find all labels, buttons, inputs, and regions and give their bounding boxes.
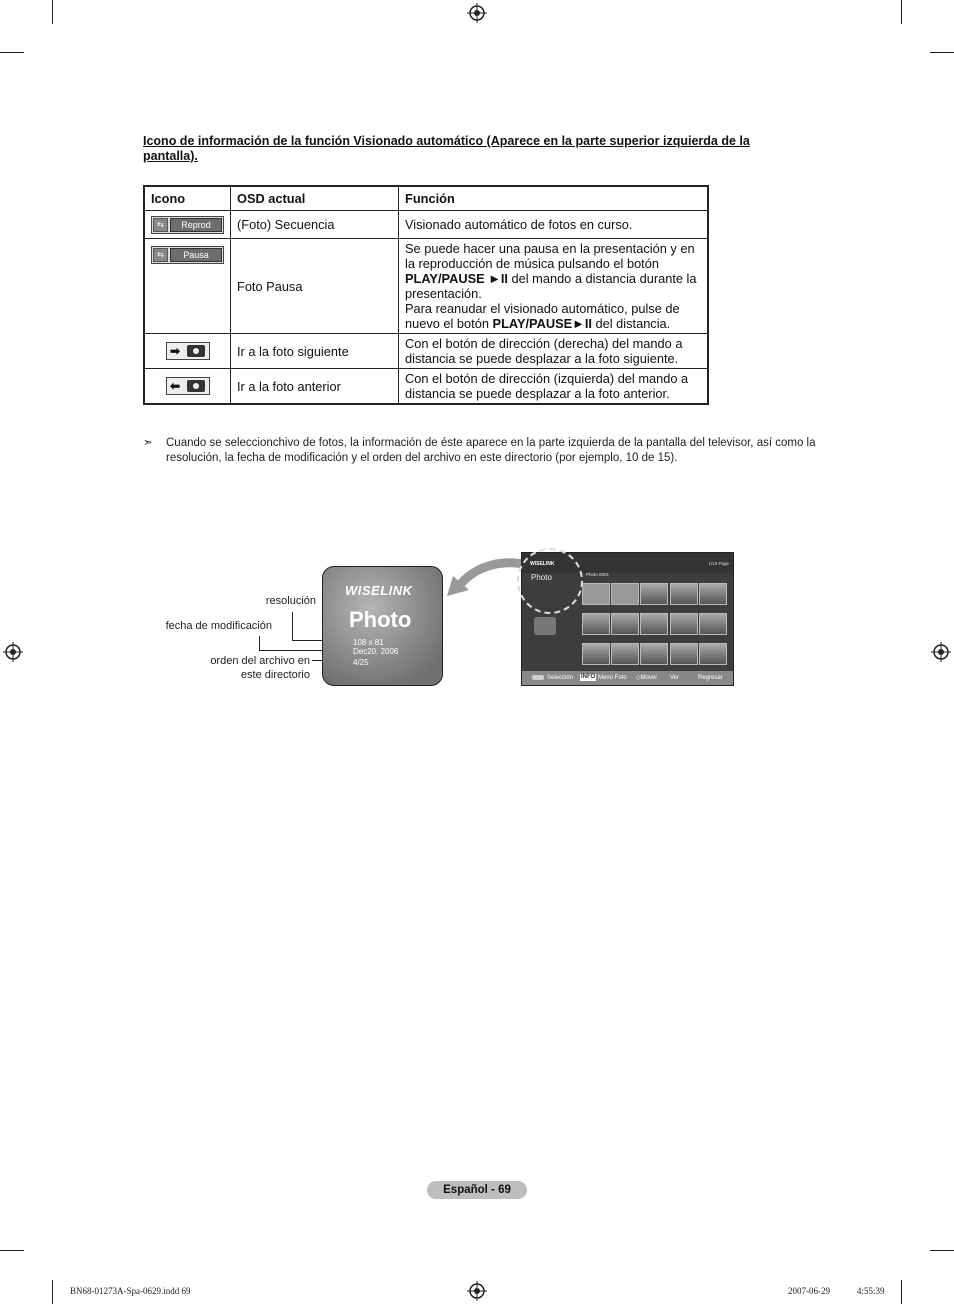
column-header: Icono <box>144 186 231 211</box>
select-button-icon <box>532 675 544 680</box>
table-row <box>144 369 708 405</box>
path-label: Photo 0001 <box>586 572 610 577</box>
photo-thumbnail[interactable] <box>582 643 610 665</box>
text-span: del distancia. <box>591 316 671 331</box>
icon-label: Pausa <box>170 248 222 262</box>
control-hint: Regresar <box>698 675 723 681</box>
function-cell: Con el botón de dirección (izquierda) del mando a distancia se puede desplazar a la foto anterior. <box>399 369 709 405</box>
print-date: 2007-06-29 <box>788 1286 830 1296</box>
photo-thumbnail[interactable] <box>640 613 668 635</box>
highlight-circle <box>517 548 583 614</box>
photo-thumbnail[interactable] <box>699 613 727 635</box>
control-hint: Menú Foto <box>598 675 627 681</box>
table-row <box>144 239 708 334</box>
note-arrow-icon: ➣ <box>143 437 153 449</box>
function-cell: Con el botón de dirección (derecha) del mando a distancia se puede desplazar a la foto siguiente. <box>399 334 709 369</box>
page-number-badge: Español - 69 <box>427 1181 527 1199</box>
column-header: Función <box>399 186 709 211</box>
photo-thumbnail[interactable] <box>670 613 698 635</box>
photo-thumbnail[interactable] <box>611 643 639 665</box>
table-header-row <box>144 186 708 211</box>
icon-cell <box>144 239 231 334</box>
resolution-value: 108 x 81 <box>353 638 384 647</box>
curved-arrow-icon <box>445 556 525 601</box>
text-span: Se puede hacer una pausa en la presentación y en la reproducción de música pulsando el botón <box>405 241 695 271</box>
control-hint: ◇Mover <box>636 675 658 681</box>
registration-mark-icon <box>467 3 487 23</box>
photo-thumbnail[interactable] <box>699 643 727 665</box>
osd-cell: Ir a la foto siguiente <box>231 334 399 369</box>
icon-label: Reprod <box>170 218 222 232</box>
photo-thumbnail[interactable] <box>582 613 610 635</box>
leader-line <box>259 636 260 650</box>
button-name: PLAY/PAUSE ►II <box>405 271 508 286</box>
icon-cell <box>144 334 231 369</box>
date-label: fecha de modificación <box>165 620 272 632</box>
section-heading: Icono de información de la función Visionado automático (Aparece en la parte superior izquierda de la pantalla). <box>143 134 750 163</box>
crop-mark <box>901 1280 902 1304</box>
osd-cell: Foto Pausa <box>231 239 399 334</box>
camera-icon <box>534 617 556 635</box>
photo-thumbnail[interactable] <box>640 643 668 665</box>
prev-photo-icon: ⬅ <box>166 377 210 395</box>
crop-mark <box>0 52 24 53</box>
file-name: BN68-01273A-Spa-0629.indd 69 <box>70 1286 191 1296</box>
table-row <box>144 211 708 239</box>
registration-mark-icon <box>467 1281 487 1301</box>
osd-cell: Ir a la foto anterior <box>231 369 399 405</box>
play-slideshow-icon: ⇆ Reprod <box>151 216 224 234</box>
crop-mark <box>0 1250 24 1251</box>
photo-thumbnail[interactable] <box>640 583 668 605</box>
crop-mark <box>901 0 902 24</box>
folder-icon[interactable] <box>582 583 610 605</box>
screen-title: Photo <box>531 573 552 582</box>
print-time: 4:55:39 <box>857 1286 885 1296</box>
screen-control-bar <box>522 671 733 685</box>
page-indicator: 1/10 Page <box>708 561 729 566</box>
function-cell: Visionado automático de fotos en curso. <box>399 211 709 239</box>
info-button-icon: INFO <box>581 674 596 680</box>
pause-slideshow-icon: ⇆ Pausa <box>151 246 224 264</box>
text-span: Para reanudar el visionado automático, pulse de nuevo el botón <box>405 301 680 331</box>
table-row <box>144 334 708 369</box>
function-cell <box>399 239 709 334</box>
resolution-label: resolución <box>265 595 316 607</box>
photo-thumbnail[interactable] <box>670 583 698 605</box>
photo-thumbnail[interactable] <box>699 583 727 605</box>
osd-icon-table <box>143 185 709 405</box>
control-hint: Selección <box>547 675 574 681</box>
wiselink-logo: WISELINK <box>530 561 555 567</box>
crop-mark <box>930 52 954 53</box>
column-header: OSD actual <box>231 186 399 211</box>
card-title: Photo <box>349 607 412 632</box>
next-photo-icon: ➡ <box>166 342 210 360</box>
text-span: del mando a distancia durante la presentación. <box>405 271 697 301</box>
registration-mark-icon <box>931 642 951 662</box>
date-value: Dec20. 2006 <box>353 647 399 656</box>
photo-thumbnail[interactable] <box>670 643 698 665</box>
leader-line <box>292 612 293 640</box>
wiselink-logo: WISELINK <box>345 583 413 598</box>
folder-icon[interactable] <box>611 583 639 605</box>
icon-cell <box>144 211 231 239</box>
crop-mark <box>52 1280 53 1304</box>
icon-cell <box>144 369 231 405</box>
order-label-line1: orden del archivo en <box>210 655 310 667</box>
note-text: Cuando se seleccionchivo de fotos, la información de éste aparece en la parte izquierda de la pantalla del televisor, así como la resolución, la fecha de modificación y el orden del archivo en este directorio (por ejemplo, 10 de 15). <box>166 437 816 464</box>
order-value: 4/25 <box>353 658 369 667</box>
osd-cell: (Foto) Secuencia <box>231 211 399 239</box>
photo-info-card <box>322 566 443 686</box>
registration-mark-icon <box>3 642 23 662</box>
crop-mark <box>930 1250 954 1251</box>
photo-thumbnail[interactable] <box>611 613 639 635</box>
crop-mark <box>52 0 53 24</box>
order-label-line2: este directorio <box>240 669 310 681</box>
control-hint: Ver <box>670 675 680 681</box>
button-name: PLAY/PAUSE►II <box>492 316 592 331</box>
